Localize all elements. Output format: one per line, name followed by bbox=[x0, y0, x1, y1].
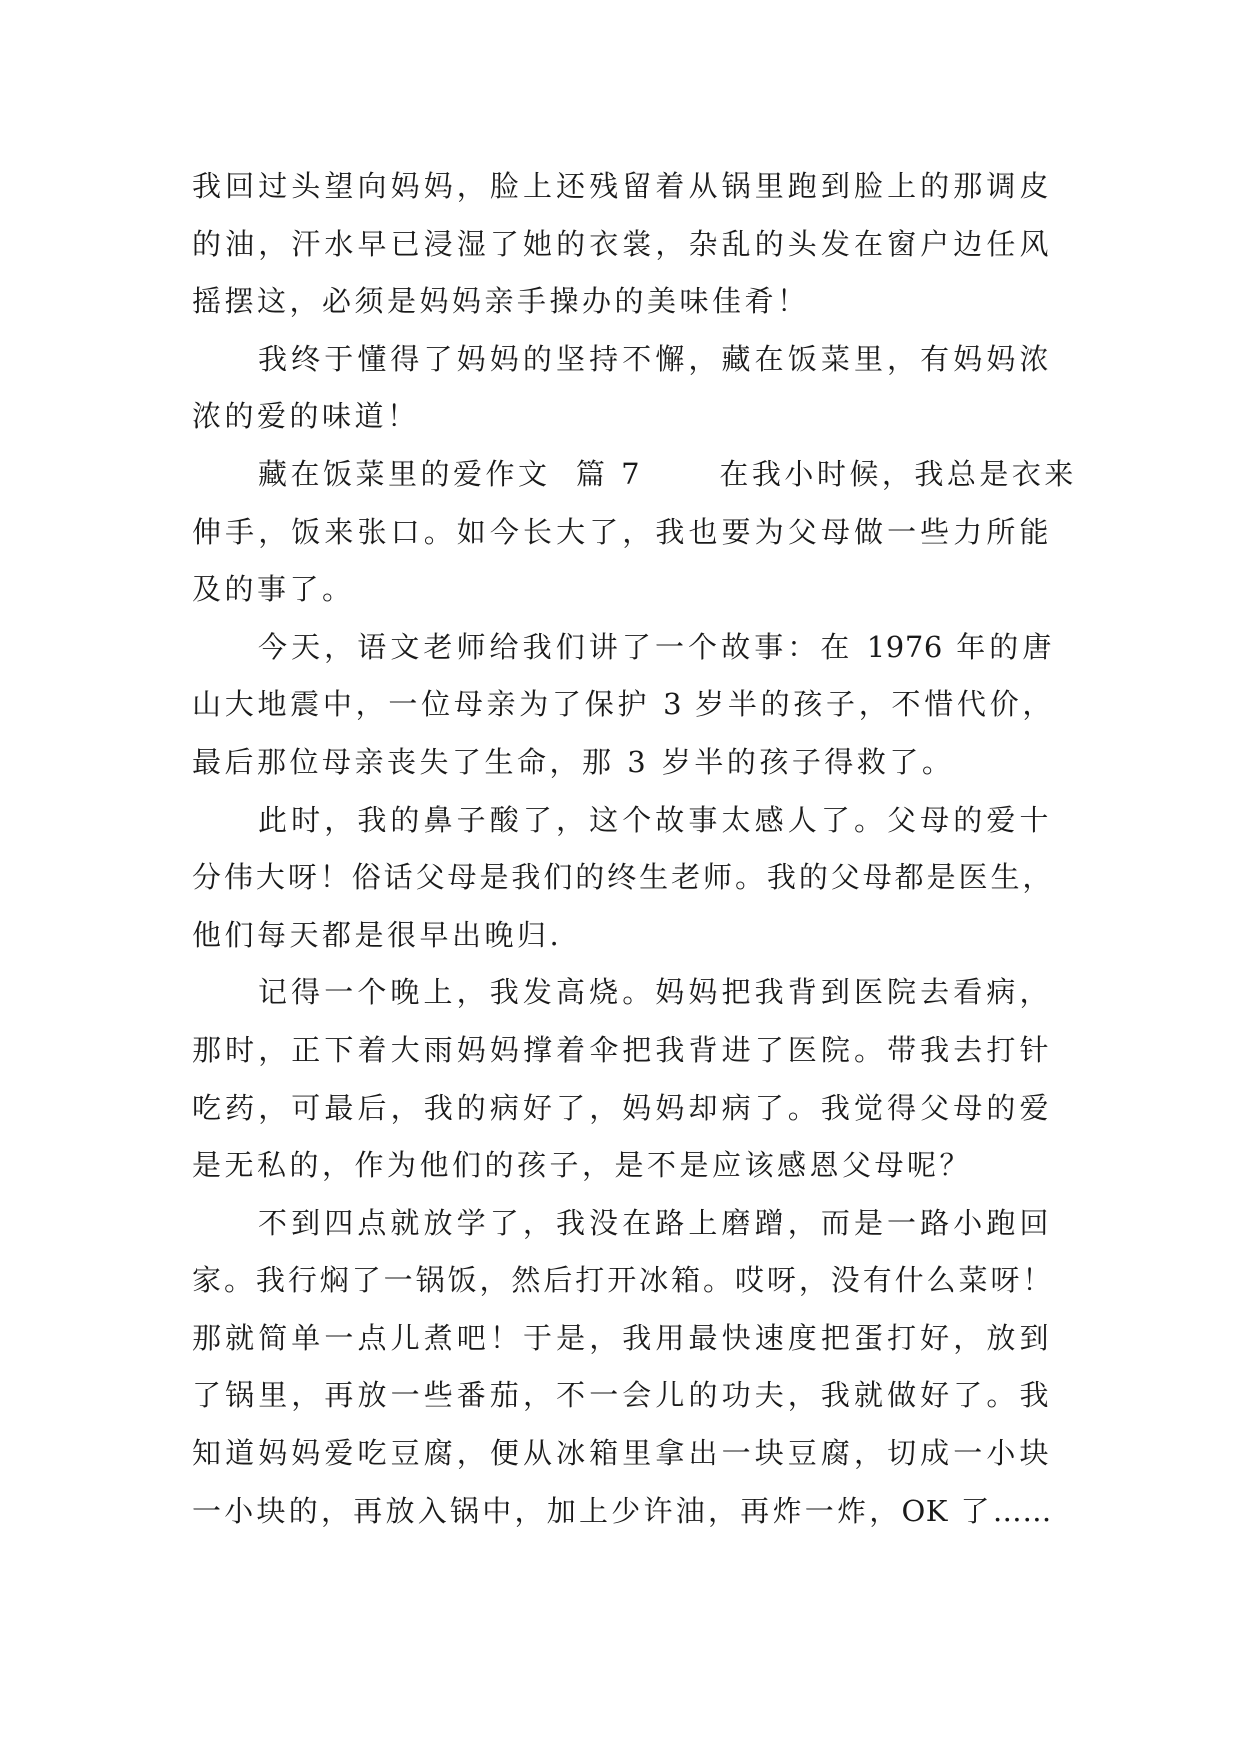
document-body bbox=[192, 158, 1077, 1540]
paragraph-first-line: 此时，我的鼻子酸了，这个故事太感人了。父母的爱十 bbox=[258, 802, 1052, 837]
text-line: 他们每天都是很早出晚归. bbox=[192, 917, 563, 952]
text-line: 分伟大呀！俗话父母是我们的终生老师。我的父母都是医生， bbox=[192, 860, 1052, 895]
text-line: 伸手，饭来张口。如今长大了，我也要为父母做一些力所能 bbox=[192, 514, 1052, 549]
text-line: 吃药，可最后，我的病好了，妈妈却病了。我觉得父母的爱 bbox=[192, 1090, 1052, 1125]
text-line: 山大地震中，一位母亲为了保护 3 岁半的孩子，不惜代价， bbox=[192, 687, 1052, 722]
text-line: 我回过头望向妈妈，脸上还残留着从锅里跑到脸上的那调皮 bbox=[192, 169, 1052, 203]
paragraph-first-line: 我终于懂得了妈妈的坚持不懈，藏在饭菜里，有妈妈浓 bbox=[258, 341, 1052, 376]
text-line: 的油，汗水早已浸湿了她的衣裳，杂乱的头发在窗户边任风 bbox=[192, 226, 1052, 261]
text-line: 浓的爱的味道！ bbox=[192, 399, 420, 434]
paragraph-first-line: 今天，语文老师给我们讲了一个故事：在 1976 年的唐 bbox=[258, 629, 1052, 664]
paragraph-first-line: 不到四点就放学了，我没在路上磨蹭，而是一路小跑回 bbox=[258, 1205, 1052, 1240]
text-line: 最后那位母亲丧失了生命，那 3 岁半的孩子得救了。 bbox=[192, 744, 955, 779]
text-line: 及的事了。 bbox=[192, 572, 355, 607]
text-line: 是无私的，作为他们的孩子，是不是应该感恩父母呢？ bbox=[192, 1148, 973, 1183]
text-line: 知道妈妈爱吃豆腐，便从冰箱里拿出一块豆腐，切成一小块 bbox=[192, 1436, 1052, 1471]
text-line: 一小块的，再放入锅中，加上少许油，再炸一炸，OK 了…… bbox=[192, 1493, 1052, 1528]
text-line: 家。我行焖了一锅饭，然后打开冰箱。哎呀，没有什么菜呀！ bbox=[192, 1263, 1052, 1298]
paragraph-first-line: 记得一个晚上，我发高烧。妈妈把我背到医院去看病， bbox=[258, 975, 1052, 1010]
section-heading-line: 藏在饭菜里的爱作文 篇 7 在我小时候，我总是衣来 bbox=[258, 456, 1077, 491]
text-line: 摇摆这，必须是妈妈亲手操办的美味佳肴！ bbox=[192, 284, 810, 319]
text-line: 那就简单一点儿煮吧！于是，我用最快速度把蛋打好，放到 bbox=[192, 1320, 1052, 1355]
text-line: 了锅里，再放一些番茄，不一会儿的功夫，我就做好了。我 bbox=[192, 1378, 1052, 1413]
text-line: 那时，正下着大雨妈妈撑着伞把我背进了医院。带我去打针 bbox=[192, 1032, 1052, 1067]
